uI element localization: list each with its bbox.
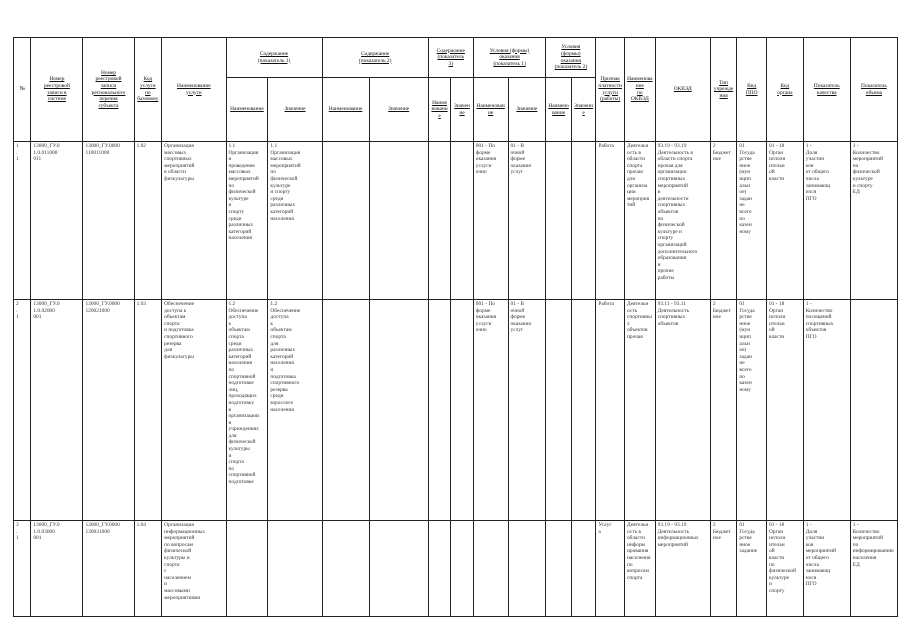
cell-okved-code: 93.19 - 93.19 Деятельность информационных мероприятий [655, 521, 710, 617]
header-content-2-name: Наименование [322, 78, 369, 142]
cell-indicator-quality: 1 - Доля участни ков мероприятий от общего числа занимающ ихся ПГО [803, 521, 850, 617]
cell-content-2-value [369, 300, 428, 521]
cell-content-3-name [428, 142, 450, 300]
cell-content-2-name [322, 142, 369, 300]
header-content-1-value: Значение [268, 78, 322, 142]
header-condition-2: Условия (формы) оказания (показатель 2) [546, 38, 596, 78]
cell-code-authority: 01 - 18 Орган исполн ительн ой власти [767, 300, 804, 521]
cell-content-2-value [369, 142, 428, 300]
cell-reg-region: 13000_ГУ.0000 130031000 [83, 521, 134, 617]
cell-type-institution: 2 Бюджет ное [710, 521, 737, 617]
cell-service-code: 1.02 [134, 142, 162, 300]
cell-reg-system: 13000_ГУ.0 1.0.03000 001 [31, 521, 83, 617]
cell-indicator-quality: 1 - Количество посещений спортивных объектов ПГО [803, 300, 850, 521]
cell-condition-1-name: 001 - По форме оказания услуги очно [473, 300, 508, 521]
cell-content-3-name [428, 521, 450, 617]
header-row-top [14, 38, 898, 78]
cell-condition-2-value [571, 300, 596, 521]
header-content-1-name: Наименование [226, 78, 268, 142]
table-row [14, 521, 898, 617]
header-okved-name: Наименование по ОКВЭД [624, 38, 655, 142]
cell-condition-1-name: 001 - По форме оказания услуги очно [473, 142, 508, 300]
cell-condition-2-name [546, 142, 572, 300]
cell-okved-name: Деятельн ость в области информ ирования населения по вопросам спорта [624, 521, 655, 617]
cell-condition-2-value [571, 521, 596, 617]
cell-content-2-name [322, 300, 369, 521]
header-reg-system: Номер реестровой записи в системе [31, 38, 83, 142]
cell-sign-free: Работа [596, 300, 625, 521]
header-content-3: Содержание (показатель 3) [428, 38, 473, 78]
cell-content-3-value [451, 521, 473, 617]
cell-content-3-name [428, 300, 450, 521]
header-indicator-volume: Показатель объема [850, 38, 897, 142]
header-content-1: Содержание (показатель 1) [226, 38, 322, 78]
cell-num: 3 . 1 [14, 521, 31, 617]
header-content-2: Содержание (показатель 2) [322, 38, 428, 78]
header-reg-region: Номер реестровой записи регионального перечня субъекта [83, 38, 134, 142]
cell-reg-region: 13000_ГУ.0000 110011000 [83, 142, 134, 300]
header-service-code: Код услуги по базовому [134, 38, 162, 142]
cell-okved-name: Деятельн ость в области спорта прочая для организа ции мероприя тий [624, 142, 655, 300]
header-num: № [14, 38, 31, 142]
header-vid-ppo: Вид ППО [737, 38, 767, 142]
header-condition-2-value: Значение [571, 78, 596, 142]
cell-content-1-value [268, 521, 322, 617]
table-row [14, 300, 898, 521]
cell-code-authority: 01 - 18 Орган исполн ительн ой власти по физической культуре и спорту [767, 521, 804, 617]
cell-service-code: 1.04 [134, 521, 162, 617]
cell-content-3-value [451, 300, 473, 521]
cell-vid-ppo: 01 Госуда рстве нное задание [737, 521, 767, 617]
cell-num: 1 . 1 [14, 142, 31, 300]
cell-vid-ppo: 01 Госуда рстве нное (мун ицип альн ое) задан ие всего по казен ному [737, 300, 767, 521]
register-table [13, 37, 898, 617]
cell-sign-free: Работа [596, 142, 625, 300]
cell-content-3-value [451, 142, 473, 300]
header-content-3-name: Наименование [428, 78, 450, 142]
header-condition-1: Условия (формы) оказания (показатель 1) [473, 38, 546, 78]
cell-num: 2 . 1 [14, 300, 31, 521]
cell-content-2-name [322, 521, 369, 617]
cell-condition-1-value: 01 - В очной форме оказания услуг [508, 142, 546, 300]
cell-condition-2-value [571, 142, 596, 300]
cell-vid-ppo: 01 Госуда рстве нное (мун ицип альн ое) задан ие всего по казен ному [737, 142, 767, 300]
cell-okved-code: 93.11 - 93.11 Деятельность спортивных объектов [655, 300, 710, 521]
cell-content-1-name: 1.2 Обеспечение доступа к объектам спорта среди различных категорий населения по спортивной подготовке лиц, проходящих подготовку в организациях и учреждениях для физической культуры и спорта по спортивной подготовке [226, 300, 268, 521]
cell-service-code: 1.03 [134, 300, 162, 521]
header-okved-code: ОКВЭД [655, 38, 710, 142]
register-sheet [13, 37, 898, 616]
cell-indicator-quality: 1 - Доля участни ков от общего числа занимающ ихся ПГО [803, 142, 850, 300]
cell-service-name: Организация массовых спортивных мероприятий в области физкультуры [162, 142, 226, 300]
header-code-authority: Код органа [767, 38, 804, 142]
header-content-2-value: Значение [369, 78, 428, 142]
cell-content-2-value [369, 521, 428, 617]
cell-indicator-volume: 1 - Количество мероприятий по информированию населения ЕД [850, 521, 897, 617]
cell-content-1-name [226, 521, 268, 617]
header-content-3-value: Значение [451, 78, 473, 142]
cell-content-1-name: 1.1 Организация и проведение массовых мероприятий по физической культуре и спорту среди различных категорий населения [226, 142, 268, 300]
header-condition-2-name: Наименование [546, 78, 572, 142]
cell-indicator-volume [850, 300, 897, 521]
cell-sign-free: Услуг а [596, 521, 625, 617]
cell-condition-2-name [546, 300, 572, 521]
cell-okved-name: Деятельн ость спортивных объектов прочая [624, 300, 655, 521]
cell-code-authority: 01 - 18 Орган исполн ительн ой власти [767, 142, 804, 300]
cell-reg-region: 13000_ГУ.0000 120021000 [83, 300, 134, 521]
cell-type-institution: 2 Бюджет ное [710, 142, 737, 300]
header-service-name: Наименование услуги [162, 38, 226, 142]
header-condition-1-name: Наименование [473, 78, 508, 142]
cell-indicator-volume: 1 - Количество мероприятий по физической культуре и спорту ЕД [850, 142, 897, 300]
cell-okved-code: 93.19 - 93.19 Деятельность в области спорта прочая для организации спортивных мероприятий и деятельности спортивных объектов по физической культуре и спорту организаций дополнительного образования и прочие работы [655, 142, 710, 300]
header-indicator-quality: Показатель качества [803, 38, 850, 142]
cell-condition-1-value [508, 521, 546, 617]
cell-condition-1-name [473, 521, 508, 617]
cell-reg-system: 13000_ГУ.0 1.0.011000 011 [31, 142, 83, 300]
header-type-institution: Тип учреждения [710, 38, 737, 142]
cell-reg-system: 13000_ГУ.0 1.0.02000 001 [31, 300, 83, 521]
cell-content-1-value: 1.1 Организация массовых мероприятий по физической культуре и спорту среди различных категорий населения [268, 142, 322, 300]
cell-condition-2-name [546, 521, 572, 617]
cell-condition-1-value: 01 - В очной форме оказания услуг [508, 300, 546, 521]
cell-type-institution: 2 Бюджет ное [710, 300, 737, 521]
cell-service-name: Обеспечение доступа к объектам спорта и подготовка спортивного резерва для физкультуры [162, 300, 226, 521]
cell-content-1-value: 1.2 Обеспечение доступа к объектам спорта для различных категорий населения и подготовка спортивного резерва среди взрослого населения [268, 300, 322, 521]
cell-service-name: Организация информационных мероприятий по вопросам физической культуры и спорта с населением и массовыми мероприятиями [162, 521, 226, 617]
table-row [14, 142, 898, 300]
header-sign-free: Признак платности услуги (работы) [596, 38, 625, 142]
header-condition-1-value: Значение [508, 78, 546, 142]
